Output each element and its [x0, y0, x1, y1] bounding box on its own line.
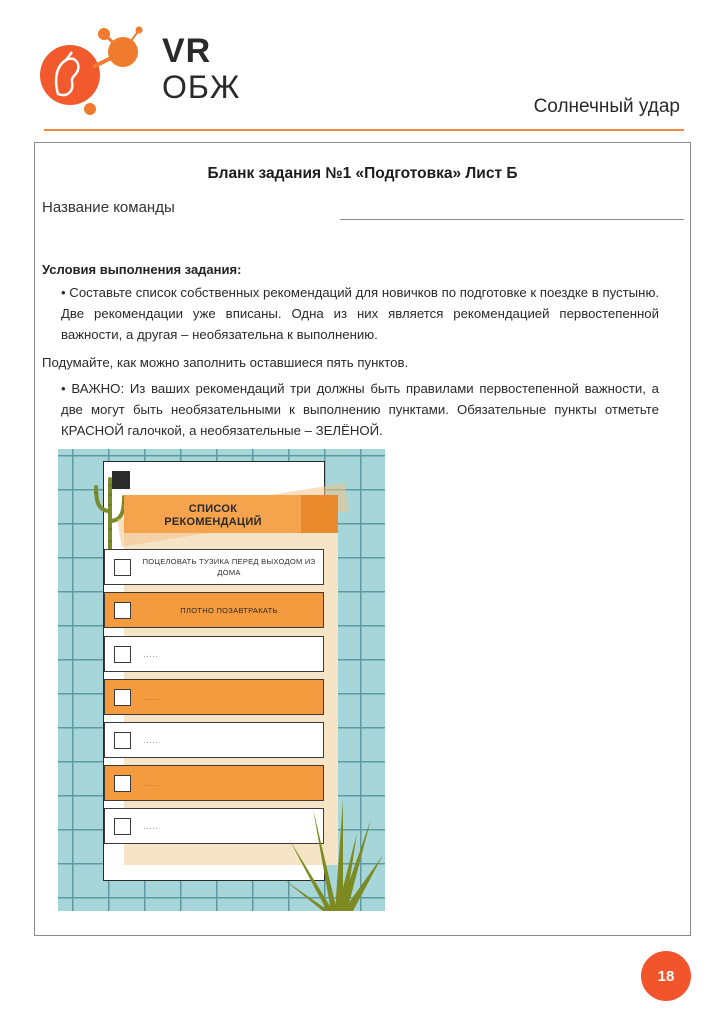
instruction-paragraph-2: Подумайте, как можно заполнить оставшиеся пять пунктов.: [42, 355, 409, 370]
list-item-text-1: ПОЦЕЛОВАТЬ ТУЗИКА ПЕРЕД ВЫХОДОМ ИЗ ДОМА: [142, 557, 316, 577]
brand-line-vr: VR: [162, 32, 212, 70]
team-name-label: Название команды: [42, 199, 175, 216]
page-topic: Солнечный удар: [533, 96, 680, 117]
checkbox-7[interactable]: [114, 818, 131, 835]
brand-title: [162, 34, 240, 106]
checkbox-6[interactable]: [114, 775, 131, 792]
header-divider: [44, 129, 684, 131]
recommendations-illustration: [58, 449, 385, 911]
list-item-text-3: .....: [143, 648, 159, 660]
vr-obzh-logo-icon: [38, 22, 148, 120]
list-item-6: [104, 765, 324, 801]
list-item-1: [104, 549, 324, 585]
list-title-line-2: РЕКОМЕНДАЦИЙ: [164, 516, 262, 528]
paper-title-tab: [301, 495, 338, 533]
instruction-paragraph-3: • ВАЖНО: Из ваших рекомендаций три должны быть правилами первостепенной важности, а две могут быть необязательными к выполнению пунктами. Обязательные пункты отметьте КРАСНОЙ галочкой, а необязательные – ЗЕЛЁНОЙ.: [61, 381, 659, 438]
conditions-heading: Условия выполнения задания:: [42, 262, 242, 277]
brand-line-obzh: ОБЖ: [162, 69, 241, 105]
checkbox-1[interactable]: [114, 559, 131, 576]
list-item-text-5: .....: [143, 734, 159, 746]
list-item-2: [104, 592, 324, 628]
list-item-text-4: .....: [143, 691, 159, 703]
list-item-text-2: ПЛОТНО ПОЗАВТРАКАТЬ: [180, 605, 278, 615]
task-title: Бланк задания №1 «Подготовка» Лист Б: [207, 165, 518, 182]
list-title-line-1: СПИСОК: [188, 503, 238, 515]
list-item-5: [104, 722, 324, 758]
instruction-paragraph-1: • Составьте список собственных рекомендаций для новичков по подготовке к поездке в пустыню. Две рекомендации уже вписаны. Одна из них является рекомендацией первостепенной важности, а другая – необязательна к выполнению.: [61, 285, 659, 342]
list-title: [148, 503, 278, 529]
page-number-badge: 18: [641, 951, 691, 1001]
checkbox-4[interactable]: [114, 689, 131, 706]
list-item-text-7: .....: [143, 820, 159, 832]
checkbox-2[interactable]: [114, 602, 131, 619]
checkbox-3[interactable]: [114, 646, 131, 663]
grass-icon: [283, 799, 383, 911]
list-item-4: [104, 679, 324, 715]
list-item-3: [104, 636, 324, 672]
list-item-text-6: .....: [143, 777, 159, 789]
checkbox-5[interactable]: [114, 732, 131, 749]
team-name-field[interactable]: [340, 219, 684, 220]
